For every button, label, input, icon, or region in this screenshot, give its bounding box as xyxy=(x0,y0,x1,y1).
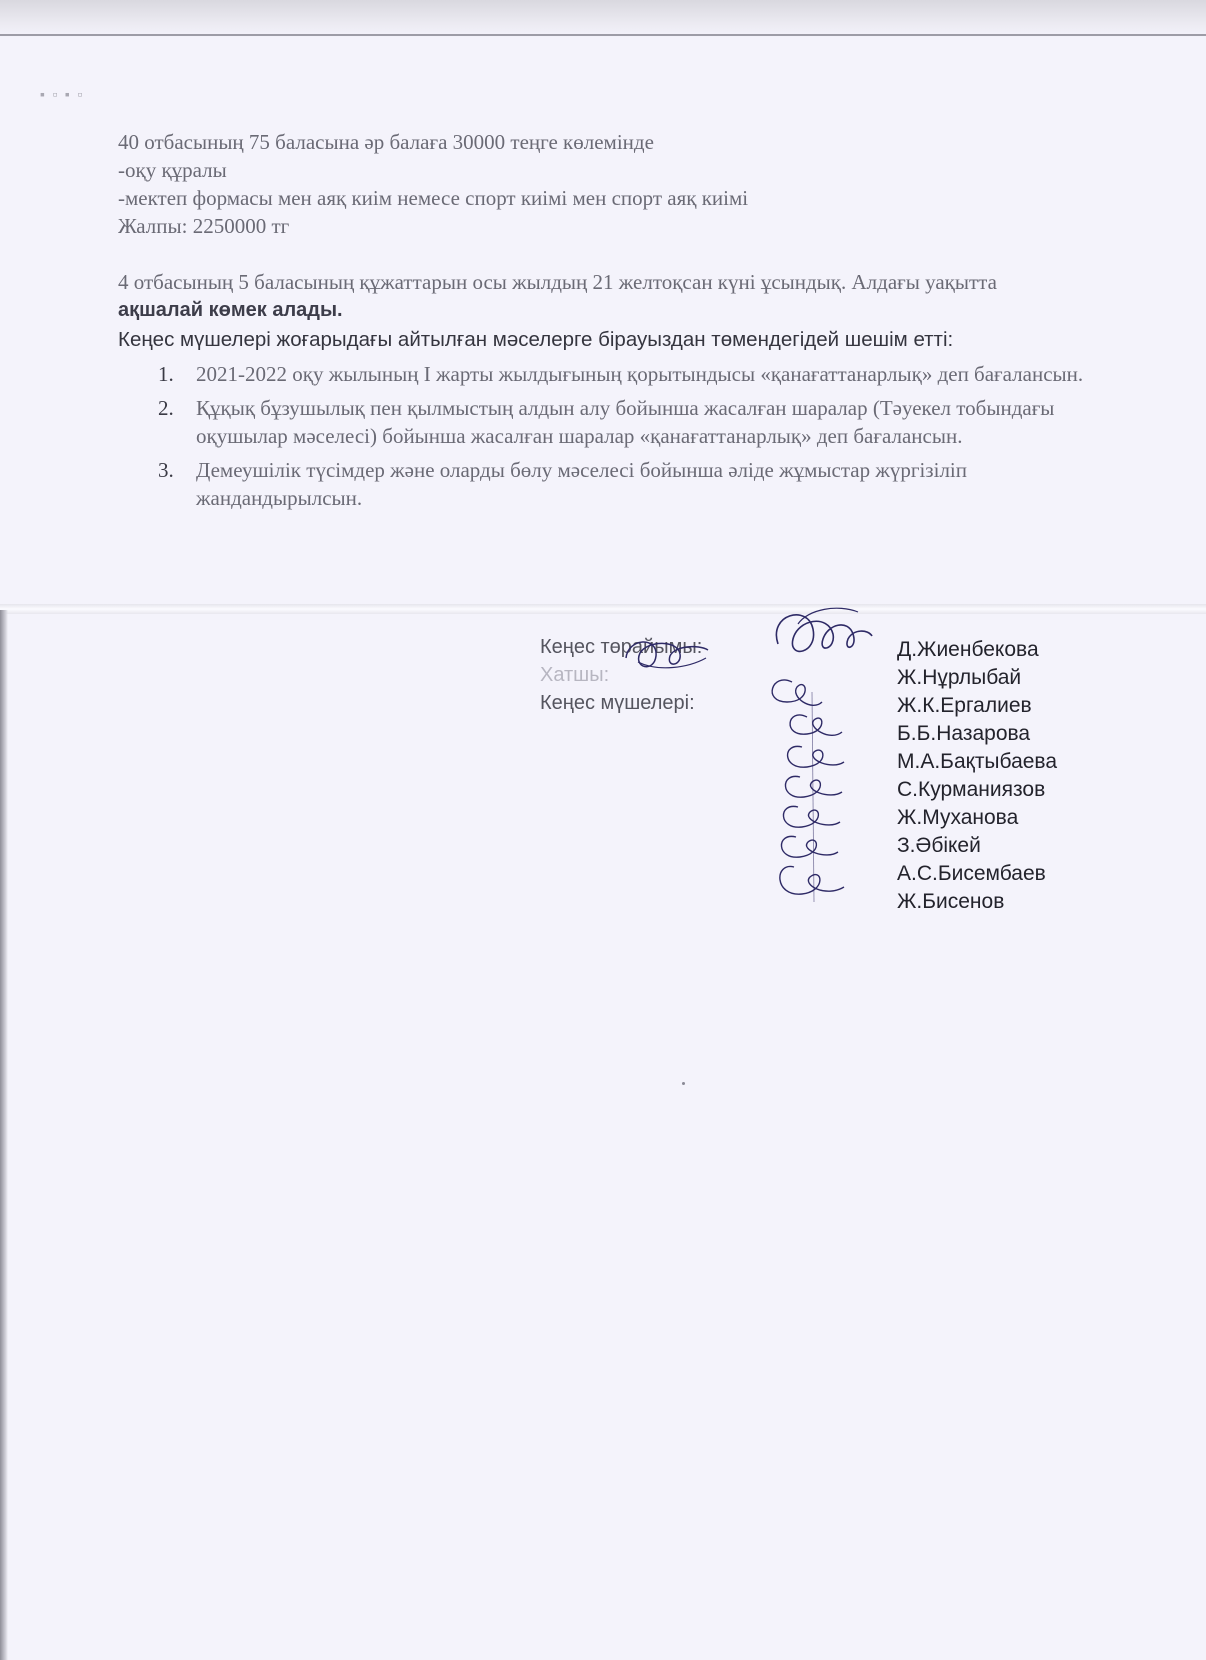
member-name: Д.Жиенбекова xyxy=(897,638,1039,661)
decision-number: 2. xyxy=(158,396,174,420)
scan-top-edge xyxy=(0,0,1206,38)
note-bold-line: ақшалай көмек алады. xyxy=(118,299,343,321)
intro-line: -мектеп формасы мен аяқ киім немесе спорт киімі мен спорт аяқ киімі xyxy=(118,186,749,210)
decision-list xyxy=(118,360,1158,512)
decision-item xyxy=(118,394,1136,450)
member-name: Ж.К.Ергалиев xyxy=(897,694,1032,717)
decision-lead: Кеңес мүшелері жоғарыдағы айтылған мәселерге бірауыздан төмендегідей шешім етті: xyxy=(118,328,954,351)
member-name: Ж.Бисенов xyxy=(897,890,1005,913)
intro-line: 40 отбасының 75 баласына әр балаға 30000 теңге көлемінде xyxy=(118,130,654,154)
member-name: Б.Б.Назарова xyxy=(897,722,1031,745)
intro-line: -оқу құралы xyxy=(118,158,227,182)
role-members: Кеңес мүшелері: xyxy=(540,692,695,714)
scan-top-border xyxy=(0,34,1206,36)
decision-item xyxy=(118,360,1136,388)
scan-left-edge xyxy=(0,610,8,1660)
spacer xyxy=(118,240,1158,268)
decision-text: 2021-2022 оқу жылының I жарты жылдығының қорытындысы «қанағаттанарлық» деп бағалансын. xyxy=(196,362,1084,386)
decision-item xyxy=(118,456,1136,512)
signature-members xyxy=(752,672,872,912)
member-names xyxy=(897,636,1057,916)
signature-chair xyxy=(768,604,878,674)
signature-block xyxy=(540,636,1100,936)
member-name: Ж.Нұрлыбай xyxy=(897,666,1022,689)
role-secretary: Хатшы: xyxy=(540,664,610,686)
intro-total: Жалпы: 2250000 тг xyxy=(118,214,290,238)
member-name: З.Әбікей xyxy=(897,834,981,857)
member-name: А.С.Бисембаев xyxy=(897,862,1046,885)
member-name: Ж.Муханова xyxy=(897,806,1019,829)
scan-corner-mark: ▪ ▫ ▪ ▫ xyxy=(40,88,85,103)
document-body xyxy=(118,128,1158,518)
decision-text: Демеушілік түсімдер және оларды бөлу мәселесі бойынша әліде жұмыстар жүргізіліп жандандырылсын. xyxy=(196,458,967,510)
decision-number: 3. xyxy=(158,458,174,482)
signature-secretary xyxy=(618,628,714,680)
member-name: С.Курманиязов xyxy=(897,778,1046,801)
paper-fold xyxy=(0,604,1206,614)
decision-text: Құқық бұзушылық пен қылмыстың алдын алу бойынша жасалған шаралар (Тәуекел тобындағы оқушылар мәселесі) бойынша жасалған шаралар «қанағаттанарлық» деп бағалансын. xyxy=(196,396,1055,448)
member-name: М.А.Бақтыбаева xyxy=(897,750,1058,773)
scan-speck xyxy=(682,1082,685,1085)
note-paragraph: 4 отбасының 5 баласының құжаттарын осы жылдың 21 желтоқсан күні ұсындық. Алдағы уақытта xyxy=(118,270,997,294)
role-chair: Кеңес төрайымы: xyxy=(540,636,703,658)
decision-number: 1. xyxy=(158,362,174,386)
